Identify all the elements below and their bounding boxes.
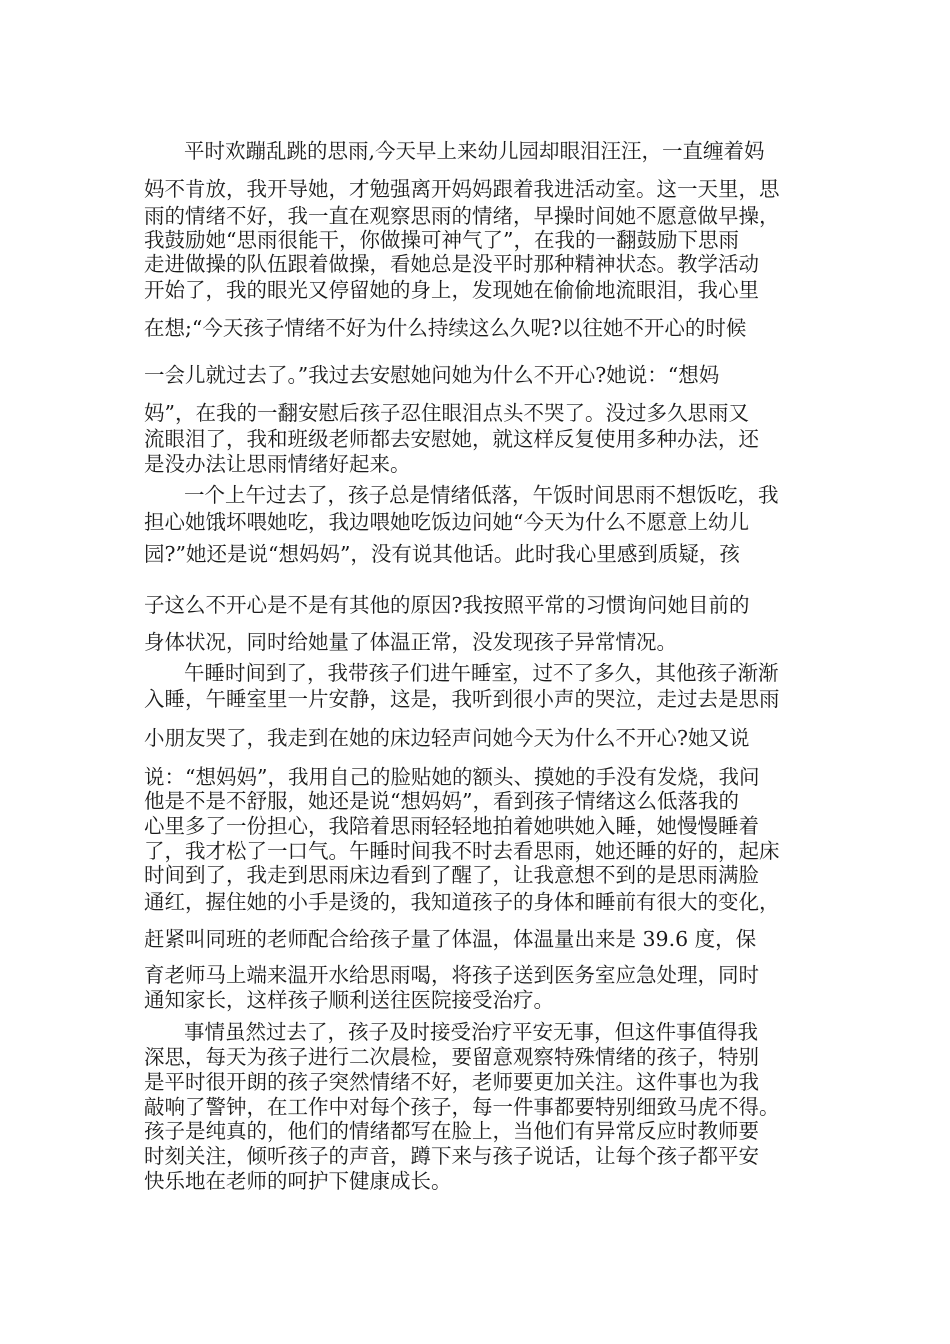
text-line: 流眼泪了，我和班级老师都去安慰她，就这样反复使用多种办法，还: [144, 427, 759, 451]
text-line: 身体状况，同时给她量了体温正常，没发现孩子异常情况。: [144, 630, 677, 654]
text-line: 他是不是不舒服，她还是说“想妈妈”，看到孩子情绪这么低落我的: [144, 789, 739, 813]
text-line: 走进做操的队伍跟着做操，看她总是没平时那种精神状态。教学活动: [144, 252, 759, 276]
text-line: 赶紧叫同班的老师配合给孩子量了体温，体温量出来是 39.6 度，保: [144, 927, 757, 951]
text-line: 敲响了警钟，在工作中对每个孩子，每一件事都要特别细致马虎不得。: [144, 1095, 780, 1119]
text-line: 是平时很开朗的孩子突然情绪不好，老师要更加关注。这件事也为我: [144, 1070, 759, 1094]
text-line: 育老师马上端来温开水给思雨喝，将孩子送到医务室应急处理，同时: [144, 963, 759, 987]
text-line: 开始了，我的眼光又停留她的身上，发现她在偷偷地流眼泪，我心里: [144, 278, 759, 302]
text-line: 妈不肯放，我开导她，才勉强离开妈妈跟着我进活动室。这一天里，思: [144, 177, 780, 201]
text-line: 事情虽然过去了，孩子及时接受治疗平安无事，但这件事值得我: [184, 1020, 758, 1044]
text-line: 妈”，在我的一翻安慰后孩子忍住眼泪点头不哭了。没过多久思雨又: [144, 401, 749, 425]
text-line: 我鼓励她“思雨很能干，你做操可神气了”，在我的一翻鼓励下思雨: [144, 228, 739, 252]
text-line: 一个上午过去了，孩子总是情绪低落，午饭时间思雨不想饭吃，我: [184, 483, 779, 507]
text-line: 说：“想妈妈”，我用自己的脸贴她的额头、摸她的手没有发烧，我问: [144, 765, 760, 789]
text-line: 时间到了，我走到思雨床边看到了醒了，让我意想不到的是思雨满脸: [144, 863, 759, 887]
text-line: 雨的情绪不好，我一直在观察思雨的情绪，早操时间她不愿意做早操，: [144, 204, 780, 228]
text-line: 深思，每天为孩子进行二次晨检，要留意观察特殊情绪的孩子，特别: [144, 1045, 759, 1069]
text-line: 时刻关注，倾听孩子的声音，蹲下来与孩子说话，让每个孩子都平安: [144, 1144, 759, 1168]
text-line: 园?”她还是说“想妈妈”，没有说其他话。此时我心里感到质疑，孩: [144, 542, 740, 566]
text-line: 孩子是纯真的，他们的情绪都写在脸上，当他们有异常反应时教师要: [144, 1119, 759, 1143]
text-line: 快乐地在老师的呵护下健康成长。: [144, 1169, 452, 1193]
text-line: 一会儿就过去了。”我过去安慰她问她为什么不开心?她说：“想妈: [144, 363, 720, 387]
text-line: 担心她饿坏喂她吃，我边喂她吃饭边问她“今天为什么不愿意上幼儿: [144, 510, 749, 534]
text-line: 小朋友哭了，我走到在她的床边轻声问她今天为什么不开心?她又说: [144, 726, 750, 750]
text-line: 是没办法让思雨情绪好起来。: [144, 452, 411, 476]
text-line: 入睡，午睡室里一片安静，这是，我听到很小声的哭泣，走过去是思雨: [144, 687, 780, 711]
text-line: 子这么不开心是不是有其他的原因?我按照平常的习惯询问她目前的: [144, 593, 750, 617]
text-line: 平时欢蹦乱跳的思雨,今天早上来幼儿园却眼泪汪汪，一直缠着妈: [184, 139, 765, 163]
text-line: 通知家长，这样孩子顺利送往医院接受治疗。: [144, 988, 554, 1012]
text-line: 了，我才松了一口气。午睡时间我不时去看思雨，她还睡的好的，起床: [144, 839, 780, 863]
text-line: 午睡时间到了，我带孩子们进午睡室，过不了多久，其他孩子渐渐: [184, 661, 779, 685]
text-line: 在想;“今天孩子情绪不好为什么持续这么久呢?以往她不开心的时候: [144, 316, 747, 340]
text-line: 通红，握住她的小手是烫的，我知道孩子的身体和睡前有很大的变化，: [144, 890, 780, 914]
text-line: 心里多了一份担心，我陪着思雨轻轻地拍着她哄她入睡，她慢慢睡着: [144, 814, 759, 838]
